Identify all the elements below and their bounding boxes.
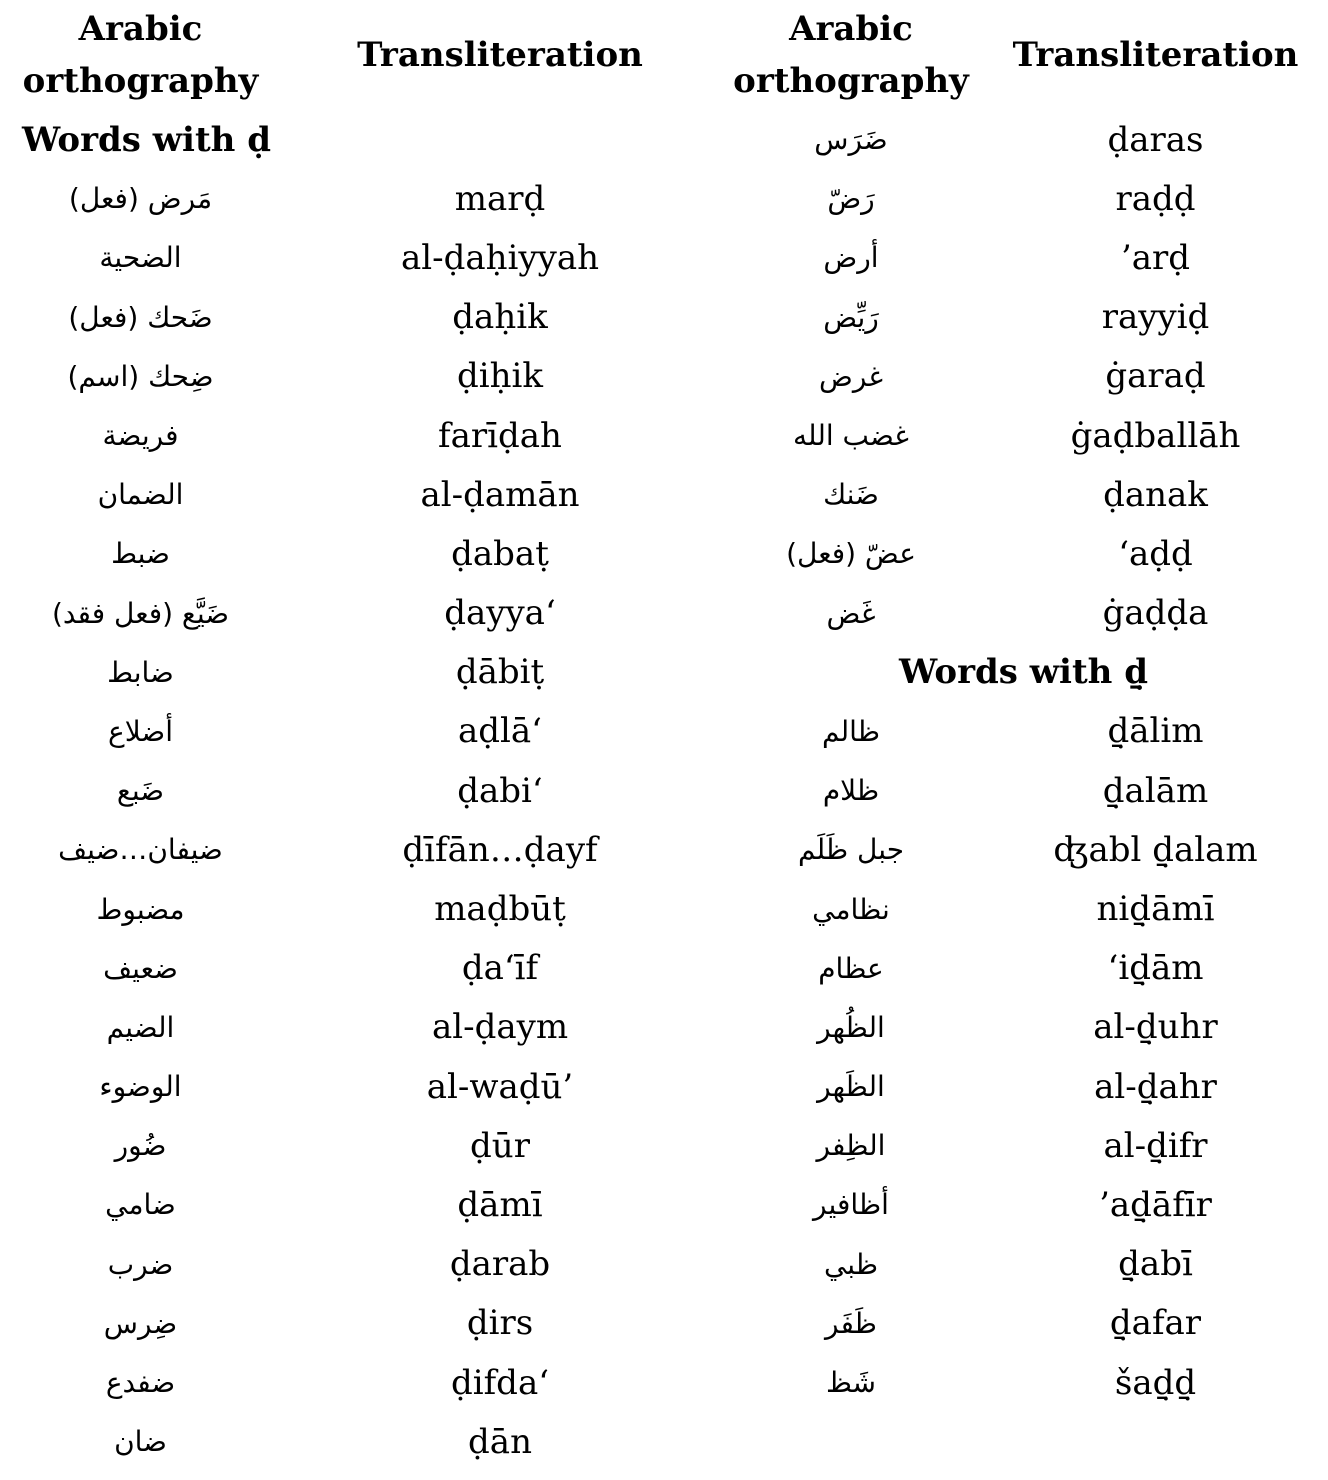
arabic-word: الضحية bbox=[99, 241, 182, 275]
transliteration: ḏ̣abī bbox=[1118, 1244, 1193, 1285]
transliteration: aḍlā‘ bbox=[458, 711, 542, 752]
transliteration: ḍān bbox=[468, 1421, 532, 1462]
table-row bbox=[0, 820, 1328, 879]
table-row bbox=[0, 110, 1328, 169]
transliteration: ‘aḍḍ bbox=[1118, 533, 1193, 574]
table-row bbox=[0, 1294, 1328, 1353]
arabic-word: أضلاع bbox=[108, 714, 173, 748]
arabic-word: مَرض (فعل) bbox=[68, 182, 213, 216]
transliteration: maḍbūṭ bbox=[434, 889, 566, 930]
arabic-word: الضيم bbox=[106, 1010, 175, 1044]
section-heading-zha: Words with ḏ̣ bbox=[899, 652, 1148, 693]
transliteration: ḍabaṭ bbox=[451, 533, 549, 574]
table-row bbox=[0, 1175, 1328, 1234]
table-body bbox=[0, 110, 1328, 1471]
transliteration: ḍirs bbox=[466, 1303, 534, 1344]
table-row bbox=[0, 406, 1328, 465]
transliteration: ḍanak bbox=[1103, 474, 1208, 515]
transliteration: al-ḍaym bbox=[431, 1007, 569, 1048]
table-row bbox=[0, 939, 1328, 998]
transliteration: ḏ̣afar bbox=[1109, 1303, 1202, 1344]
table-row bbox=[0, 228, 1328, 287]
transliteration: ḍayya‘ bbox=[444, 593, 556, 634]
arabic-word: عضّ (فعل) bbox=[786, 537, 916, 571]
header-translit-left: Transliteration bbox=[357, 35, 643, 75]
arabic-word: ضِحك (اسم) bbox=[67, 359, 214, 393]
arabic-word: غَض bbox=[826, 596, 876, 630]
arabic-word: ضان bbox=[114, 1425, 167, 1459]
transliteration: ḍabi‘ bbox=[457, 770, 543, 811]
table-header bbox=[0, 0, 1328, 110]
transliteration: ḍābiṭ bbox=[455, 652, 545, 693]
arabic-word: ضُور bbox=[114, 1129, 167, 1163]
table-row bbox=[0, 465, 1328, 524]
transliteration: ḏ̣ālim bbox=[1107, 711, 1204, 752]
transliteration: ḍāmī bbox=[457, 1184, 543, 1225]
table-row bbox=[0, 1235, 1328, 1294]
table-row bbox=[0, 761, 1328, 820]
transliteration: rayyiḍ bbox=[1101, 297, 1210, 338]
transliteration: šaḏ̣ḏ̣ bbox=[1114, 1362, 1197, 1403]
table-row bbox=[0, 169, 1328, 228]
table-row bbox=[0, 1057, 1328, 1116]
arabic-word: ضَيَّع (فعل فقد) bbox=[51, 596, 230, 630]
arabic-word: نظامي bbox=[812, 892, 890, 926]
header-arabic-right: Arabic orthography bbox=[733, 9, 969, 101]
table-row bbox=[0, 1412, 1328, 1471]
arabic-word: ضَبع bbox=[116, 774, 165, 808]
table-row bbox=[0, 643, 1328, 702]
arabic-word: ظَفَر bbox=[825, 1306, 877, 1340]
empty-cell bbox=[719, 1412, 983, 1471]
arabic-word: ضَحك (فعل) bbox=[68, 300, 213, 334]
arabic-word: جبل ظَلَم bbox=[797, 833, 905, 867]
arabic-word: ضبط bbox=[111, 537, 170, 571]
arabic-word: عظام bbox=[818, 951, 884, 985]
table-row bbox=[0, 524, 1328, 583]
empty-cell bbox=[983, 1412, 1328, 1471]
arabic-word: الضمان bbox=[97, 478, 184, 512]
table-row bbox=[0, 1116, 1328, 1175]
transliteration: al-ḏ̣ifr bbox=[1103, 1125, 1208, 1166]
arabic-word: مضبوط bbox=[96, 892, 185, 926]
arabic-word: ضَرَس bbox=[814, 123, 888, 157]
arabic-word: أظافير bbox=[813, 1188, 889, 1222]
arabic-word: ضرب bbox=[107, 1247, 174, 1281]
transliteration: ḍaras bbox=[1107, 119, 1204, 160]
arabic-word: الظَهر bbox=[817, 1070, 885, 1104]
transliteration: ġaḍballāh bbox=[1070, 415, 1241, 456]
transliteration: ’aḏ̣āfīr bbox=[1099, 1184, 1212, 1225]
arabic-word: رَيِّض bbox=[823, 300, 879, 334]
transliteration: ‘iḏ̣ām bbox=[1107, 948, 1204, 989]
arabic-word: الظِفر bbox=[816, 1129, 886, 1163]
arabic-word: ضابط bbox=[107, 655, 174, 689]
transliteration: niḏ̣āmī bbox=[1096, 889, 1215, 930]
arabic-word: شَظ bbox=[825, 1366, 877, 1400]
table-row bbox=[0, 1353, 1328, 1412]
transliteration: farīḍah bbox=[438, 415, 562, 456]
arabic-word: ضامي bbox=[105, 1188, 176, 1222]
transliteration: al-ḏ̣ahr bbox=[1094, 1066, 1217, 1107]
arabic-word: رَضّ bbox=[827, 182, 875, 216]
header-arabic-left: Arabic orthography bbox=[22, 9, 259, 101]
transliteration: al-ḏ̣uhr bbox=[1093, 1007, 1218, 1048]
transliteration: ḍūr bbox=[470, 1125, 530, 1166]
transliteration: ḍiḥik bbox=[456, 356, 543, 397]
table-row bbox=[0, 347, 1328, 406]
arabic-word: ضفدع bbox=[105, 1366, 176, 1400]
arabic-word: فريضة bbox=[102, 419, 179, 453]
arabic-word: ظلام bbox=[822, 774, 880, 808]
transliteration: ġaraḍ bbox=[1105, 356, 1206, 397]
arabic-word: أرض bbox=[823, 241, 879, 275]
header-translit-right: Transliteration bbox=[1012, 35, 1299, 75]
arabic-word: ظبي bbox=[823, 1247, 879, 1281]
arabic-word: غرض bbox=[819, 359, 883, 393]
arabic-word: ضيفان…ضيف bbox=[58, 833, 223, 867]
transliteration: ʤabl ḏ̣alam bbox=[1053, 829, 1258, 870]
transliteration: ġaḍḍa bbox=[1102, 593, 1209, 634]
section-heading-dad: Words with ḍ bbox=[22, 119, 271, 160]
transliteration: marḍ bbox=[454, 178, 546, 219]
table-row bbox=[0, 288, 1328, 347]
table-row bbox=[0, 702, 1328, 761]
transliteration: ḍīfān…ḍayf bbox=[402, 829, 598, 870]
arabic-word: الظُهر bbox=[817, 1010, 885, 1044]
transliteration: ḍaḥik bbox=[452, 297, 548, 338]
table-row bbox=[0, 998, 1328, 1057]
arabic-word: غضب الله bbox=[793, 419, 909, 453]
table-row bbox=[0, 584, 1328, 643]
arabic-word: ضِرس bbox=[103, 1306, 178, 1340]
transliteration: ’arḍ bbox=[1120, 237, 1191, 278]
arabic-word: ظالم bbox=[822, 714, 880, 748]
arabic-word: الوضوء bbox=[99, 1070, 182, 1104]
arabic-word: ضَنك bbox=[823, 478, 879, 512]
transliteration: al-waḍū’ bbox=[426, 1066, 574, 1107]
transliteration: ḍifda‘ bbox=[450, 1362, 550, 1403]
table-row bbox=[0, 879, 1328, 938]
transliteration: ḍa‘īf bbox=[461, 948, 539, 989]
transliteration: ḍarab bbox=[449, 1244, 551, 1285]
arabic-word: ضعيف bbox=[103, 951, 178, 985]
transliteration: raḍḍ bbox=[1115, 178, 1196, 219]
transliteration: al-ḍaḥiyyah bbox=[400, 237, 600, 278]
transliteration: al-ḍamān bbox=[420, 474, 580, 515]
transliteration: ḏ̣alām bbox=[1102, 770, 1209, 811]
